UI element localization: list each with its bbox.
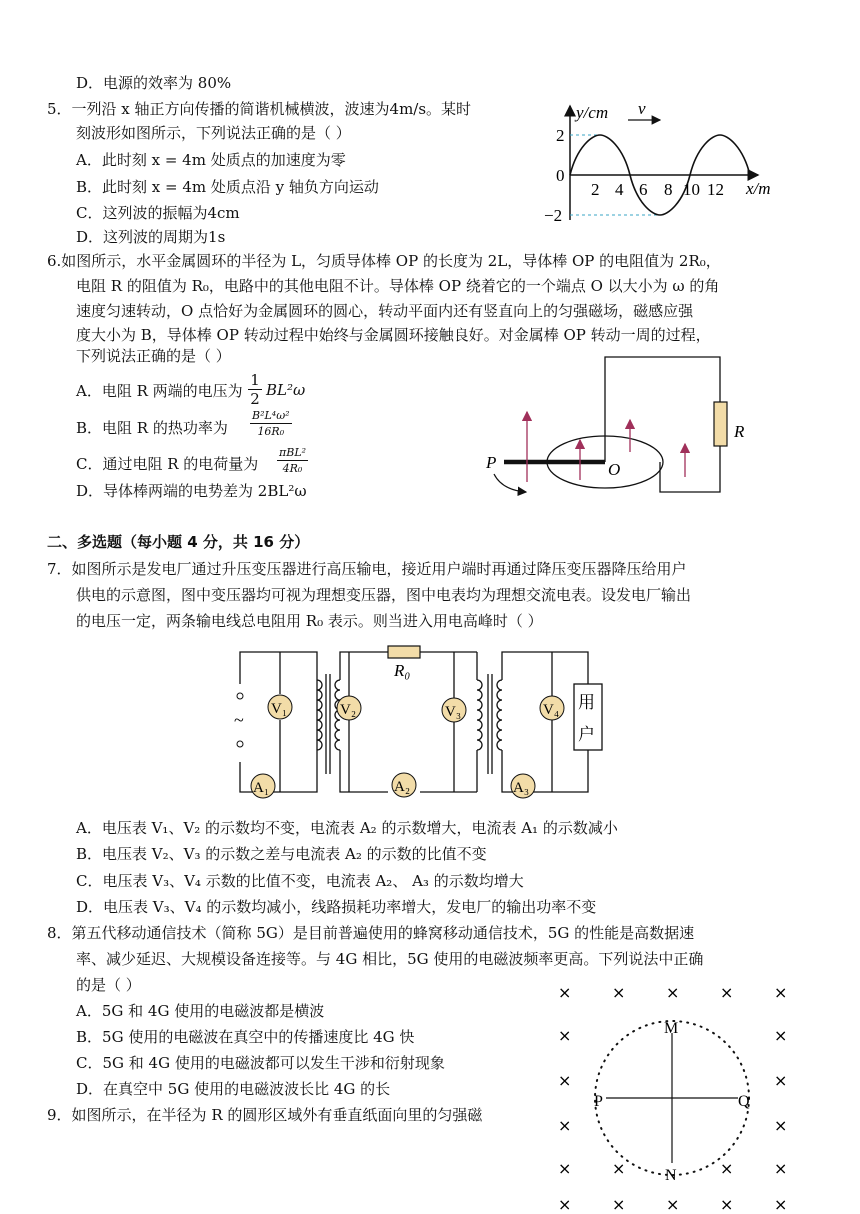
field-cross: × [558, 1116, 572, 1135]
q8-option-d: D．在真空中 5G 使用的电磁波波长比 4G 的长 [76, 1080, 391, 1098]
field-cross: × [774, 1116, 788, 1135]
q6-b-fraction: B²L⁴ω² 16R₀ [252, 409, 290, 438]
meter-v3: V₃ [445, 704, 462, 720]
meter-v1: V₁ [271, 701, 288, 717]
q6-option-b: B．电阻 R 的热功率为 [76, 419, 228, 437]
meter-v4: V₄ [543, 702, 560, 718]
field-cross: × [612, 1195, 626, 1214]
q6-a-fraction: 1 2 [248, 371, 262, 408]
q5-wave-figure [540, 100, 800, 230]
q6-stem-line2: 电阻 R 的阻值为 R₀，电路中的其他电阻不计。导体棒 OP 绕着它的一个端点 O 以大小为 ω 的角 [76, 277, 720, 295]
q8-option-a: A．5G 和 4G 使用的电磁波都是横波 [76, 1002, 325, 1020]
q7-stem-line1: 7．如图所示是发电厂通过升压变压器进行高压输电，接近用户端时再通过降压变压器降压给用户 [47, 560, 687, 578]
field-cross: × [612, 1159, 626, 1178]
field-cross: × [720, 1159, 734, 1178]
ac-source-label: ~ [234, 710, 244, 730]
q6-a-tail: BL²ω [266, 381, 306, 399]
velocity-label: v [638, 99, 646, 118]
x-tick: 4 [615, 180, 624, 199]
q4-option-d: D．电源的效率为 80% [76, 74, 232, 92]
q6-stem-line5: 下列说法正确的是（ ） [76, 347, 231, 365]
q7-option-c: C．电压表 V₃、V₄ 示数的比值不变，电流表 A₂、 A₃ 的示数均增大 [76, 872, 524, 890]
q6-option-c: C．通过电阻 R 的电荷量为 [76, 455, 259, 473]
meter-a2: A₂ [394, 779, 411, 795]
r0-label: R₀ [394, 661, 411, 680]
meter-v2: V₂ [340, 702, 357, 718]
y-tick-2: 2 [556, 126, 565, 145]
q6-stem-line4: 度大小为 B，导体棒 OP 转动过程中始终与金属圆环接触良好。对金属棒 OP 转动一周的过程， [76, 326, 711, 344]
label-n: N [665, 1167, 677, 1184]
q8-stem-line1: 8．第五代移动通信技术（简称 5G）是目前普遍使用的蜂窝移动通信技术，5G 的性能是高数据速 [47, 924, 695, 942]
x-axis-label: x/m [746, 179, 771, 198]
label-q: Q [738, 1093, 750, 1110]
q6-stem-line3: 速度匀速转动，O 点恰好为金属圆环的圆心，转动平面内还有竖直向上的匀强磁场，磁感应强 [76, 302, 694, 320]
label-m: M [664, 1020, 679, 1037]
origin-label: 0 [556, 166, 565, 185]
x-tick: 2 [591, 180, 600, 199]
y-tick-neg2: −2 [544, 206, 563, 225]
meter-a1: A₁ [253, 780, 270, 796]
label-r: R [734, 422, 745, 441]
q8-stem-line2: 率、减少延迟、大规模设备连接等。与 4G 相比，5G 使用的电磁波频率更高。下列说法中正确 [76, 950, 704, 968]
user-label-1: 用 [578, 693, 595, 713]
field-cross: × [774, 1195, 788, 1214]
q9-stem-line1: 9．如图所示，在半径为 R 的圆形区域外有垂直纸面向里的匀强磁 [47, 1106, 483, 1124]
q6-option-a: A．电阻 R 两端的电压为 [76, 382, 243, 400]
q7-option-a: A．电压表 V₁、V₂ 的示数均不变，电流表 A₂ 的示数增大，电流表 A₁ 的示数减小 [76, 819, 618, 837]
field-cross: × [774, 1159, 788, 1178]
field-cross: × [558, 1026, 572, 1045]
x-tick: 6 [639, 180, 648, 199]
q9-magnetic-field-figure [548, 978, 808, 1214]
q7-transmission-circuit-figure [232, 644, 612, 804]
resistor-r [714, 402, 727, 446]
field-cross: × [558, 1071, 572, 1090]
label-o: O [608, 460, 621, 479]
q5-option-a: A．此时刻 x = 4m 处质点的加速度为零 [76, 151, 346, 169]
user-label-2: 户 [578, 725, 595, 745]
q8-stem-line3: 的是（ ） [76, 976, 141, 994]
q7-stem-line3: 的电压一定，两条输电线总电阻用 R₀ 表示。则当进入用电高峰时（ ） [76, 612, 543, 630]
q6-rotating-rod-figure [480, 352, 780, 514]
q7-stem-line2: 供电的示意图，图中变压器均可视为理想变压器，图中电表均为理想交流电表。设发电厂输出 [76, 586, 692, 604]
field-cross: × [774, 1071, 788, 1090]
q6-stem-line1: 6.如图所示，水平金属圆环的半径为 L，匀质导体棒 OP 的长度为 2L，导体棒 OP 的电阻值为 2R₀， [47, 252, 721, 270]
q8-option-b: B．5G 使用的电磁波在真空中的传播速度比 4G 快 [76, 1028, 415, 1046]
field-cross: × [720, 1195, 734, 1214]
field-cross: × [666, 983, 680, 1002]
q5-stem-line2: 刻波形如图所示，下列说法正确的是（ ） [76, 124, 351, 142]
y-axis-label: y/cm [576, 103, 609, 122]
field-cross: × [774, 983, 788, 1002]
q5-option-b: B．此时刻 x = 4m 处质点沿 y 轴负方向运动 [76, 178, 379, 196]
x-tick: 10 [683, 180, 700, 199]
x-tick: 12 [707, 180, 724, 199]
q7-option-b: B．电压表 V₂、V₃ 的示数之差与电流表 A₂ 的示数的比值不变 [76, 845, 487, 863]
field-cross: × [558, 983, 572, 1002]
x-tick: 8 [664, 180, 673, 199]
q5-stem-line1: 5．一列沿 x 轴正方向传播的简谐机械横波，波速为4m/s。某时 [47, 100, 472, 118]
q5-option-d: D．这列波的周期为1s [76, 228, 226, 246]
field-cross: × [558, 1195, 572, 1214]
field-cross: × [720, 983, 734, 1002]
field-cross: × [612, 983, 626, 1002]
meter-a3: A₃ [513, 780, 530, 796]
q5-option-c: C．这列波的振幅为4cm [76, 204, 240, 222]
q6-c-fraction: πBL² 4R₀ [279, 446, 307, 475]
field-cross: × [666, 1195, 680, 1214]
section-title-multiple-choice: 二、多选题（每小题 4 分，共 16 分） [47, 533, 310, 551]
q7-option-d: D．电压表 V₃、V₄ 的示数均减小，线路损耗功率增大，发电厂的输出功率不变 [76, 898, 597, 916]
field-cross: × [558, 1159, 572, 1178]
q8-option-c: C．5G 和 4G 使用的电磁波都可以发生干涉和衍射现象 [76, 1054, 445, 1072]
field-cross: × [774, 1026, 788, 1045]
label-p: P [594, 1093, 603, 1110]
label-p: P [486, 453, 497, 472]
resistor-r0 [388, 646, 420, 658]
q6-option-d: D．导体棒两端的电势差为 2BL²ω [76, 482, 307, 500]
